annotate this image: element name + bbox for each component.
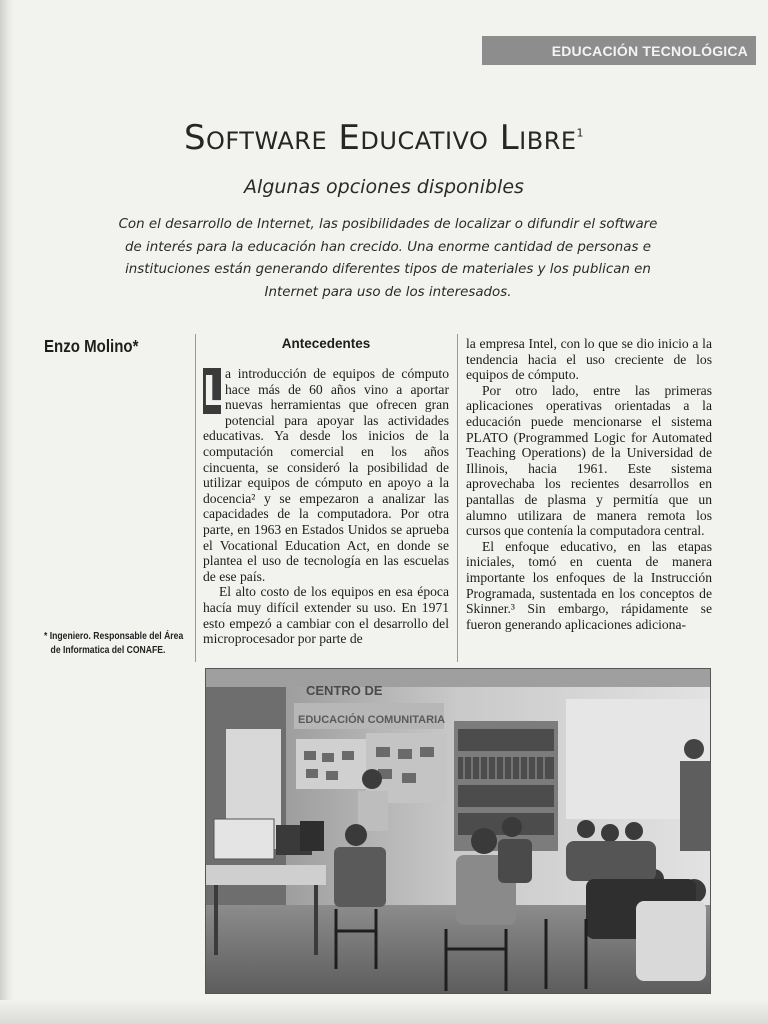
column-rule-left [195, 334, 196, 662]
classroom-photo [205, 668, 711, 994]
body-paragraph: El enfoque educativo, en las etapas iniciales, tomó en cuenta de manera importante los enfoques de la Instrucción Programada, sustentada en los conceptos de Skinner.³ Sin embargo, rápidamente se fueron generando aplicaciones adiciona- [466, 538, 712, 632]
body-paragraph [203, 366, 449, 584]
footnote-line-2: de Informatica del CONAFE. [50, 643, 166, 656]
body-paragraph: Por otro lado, entre las primeras aplicaciones operativas orientadas a la educación puede mencionarse el sistema PLATO (Programmed Logic for Automated Teaching Operations) de la Universidad de Illinois, hacia 1961. Este sistema aprovechaba los recientes desarrollos en pantallas de plasma y permitía que un alumno utilizara de manera remota los cursos que contenía la computadora central. [466, 382, 712, 539]
photo-sign-line-2: EDUCACIÓN COMUNITARIA [298, 714, 446, 726]
lead-paragraph: Con el desarrollo de Internet, las posibilidades de localizar o difundir el software de interés para la educación han crecido. Una enorme cantidad de personas e instituciones están generando diferentes tipos de materiales y los publican en Internet para uso de los interesados. [118, 217, 658, 300]
section-banner [482, 36, 756, 65]
footnote-line-1: * Ingeniero. Responsable del Área [44, 630, 184, 642]
body-paragraph: la empresa Intel, con lo que se dio inicio a la tendencia hacia el uso creciente de los equipos de cómputo. [466, 336, 712, 383]
body-column-left [203, 336, 449, 647]
classroom-photo-illustration [206, 669, 710, 993]
body-paragraph: El alto costo de los equipos en esa época hacía muy difícil extender su uso. En 1971 esto empezó a cambiar con el desarrollo del microprocesador por parte de [203, 584, 449, 647]
body-paragraph-text: a introducción de equipos de cómputo hace más de 60 años vino a aportar nuevas herramientas que ofrecen gran potencial para apoyar las actividades educativas. Ya desde los inicios de la computación comercial en los años cincuenta, se consideró la posibilidad de utilizar equipos de cómputo en apoyo a la docencia² y se empezaron a analizar las capacidades de la computadora. Por otra parte, en 1963 en Estados Unidos se aprueba el Vocational Education Act, en donde se plantea el uso de tecnología en las escuelas de ese país. [203, 366, 449, 584]
page-bottom-shadow [0, 1000, 768, 1024]
body-column-right [466, 336, 712, 632]
title-footnote-marker: 1 [576, 126, 585, 140]
article-title [0, 118, 768, 158]
photo-sign-line-1: CENTRO DE [306, 683, 383, 698]
article-title-text: Software Educativo Libre [183, 118, 577, 158]
drop-cap: L [203, 366, 230, 415]
section-heading: Antecedentes [281, 336, 371, 351]
author-footnote [44, 630, 183, 657]
column-rule-middle [457, 334, 458, 662]
article-subtitle: Algunas opciones disponibles [244, 176, 524, 198]
section-banner-label: EDUCACIÓN TECNOLÓGICA [551, 42, 748, 59]
author-name: Enzo Molino* [44, 336, 139, 356]
